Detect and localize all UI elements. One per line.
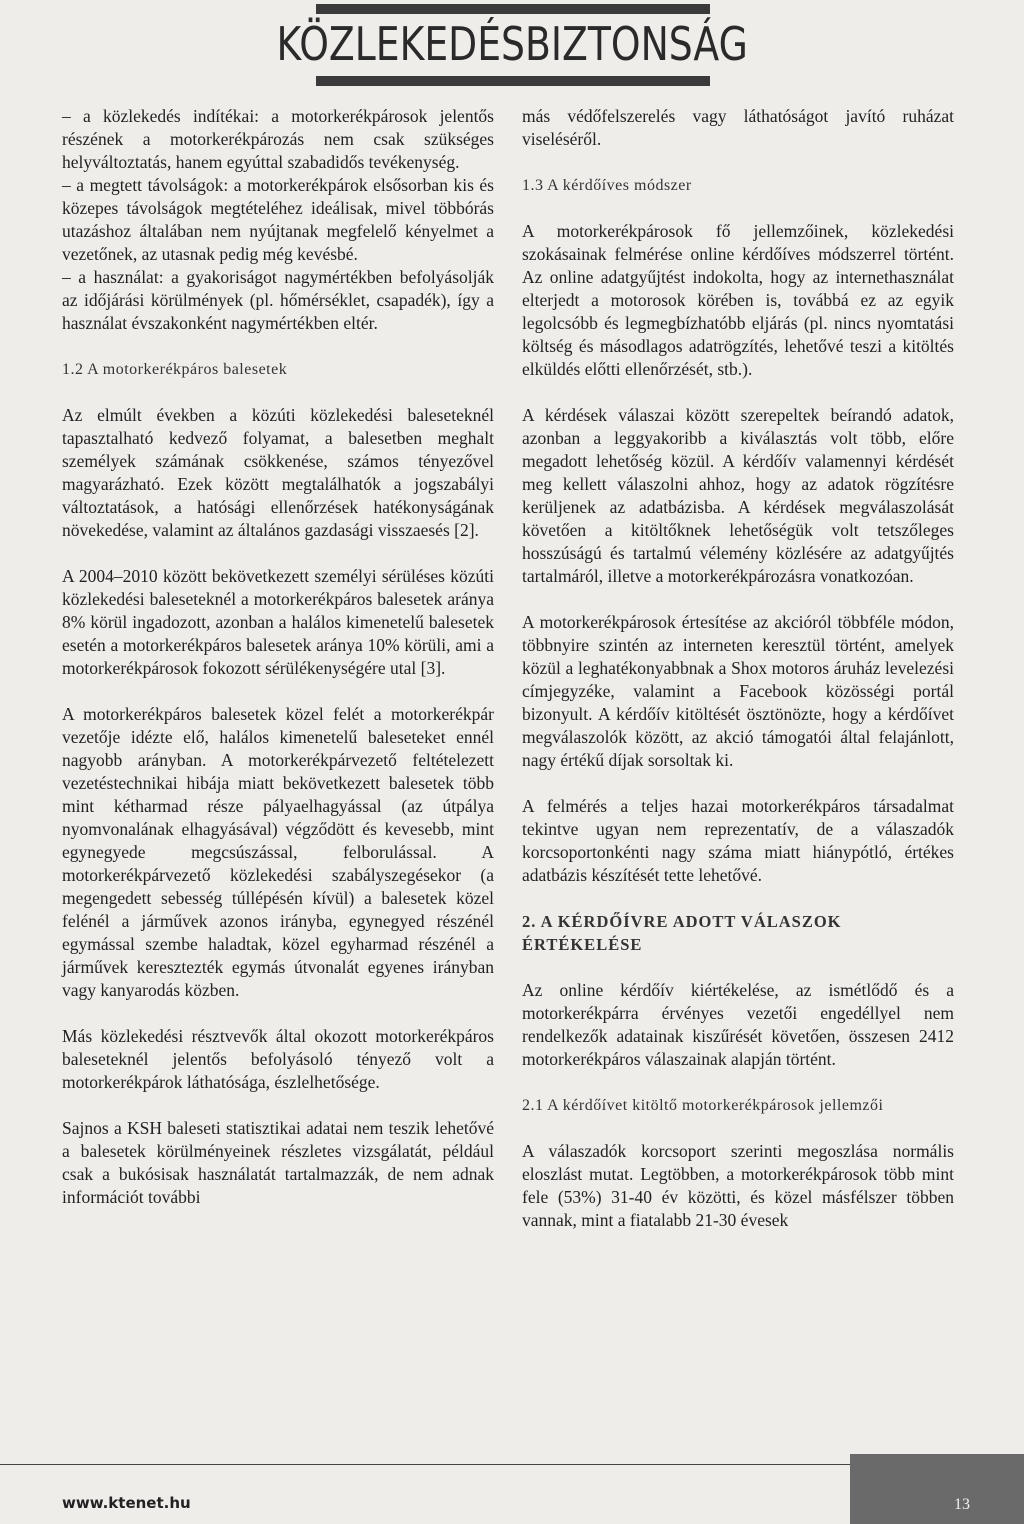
paragraph: Sajnos a KSH baleseti statisztikai adatai nem teszik lehetővé a balesetek körülményeinek részletes vizsgálatát, például csak a bukósisak használatát tartalmazzák, de nem adnak információt további [62,1118,494,1207]
section-heading-2: 2. A KÉRDŐÍVRE ADOTT VÁLASZOK ÉRTÉKELÉSE [522,912,842,954]
subheading-1-3: 1.3 A kérdőíves módszer [522,177,692,194]
page-header-title: KÖZLEKEDÉSBIZTONSÁG [276,17,748,71]
paragraph: más védőfelszerelés vagy láthatóságot javító ruházat viseléséről. [522,106,954,149]
footer-url: www.ktenet.hu [62,1494,191,1512]
paragraph: A kérdések válaszai között szerepeltek beírandó adatok, azonban a leggyakoribb a kiválasztás volt több, előre megadott lehetőség közül. A kérdőív valamennyi kérdését meg kellett válaszolni ahhoz, hogy az adatok rögzítésre kerüljenek az adatbázisba. A kérdések megválaszolását követően a kitöltőknek lehetőségük volt tetszőleges hosszúságú és tartalmú vélemény közlésére az adatgyűjtés tartalmáról, illetve a motorkerékpározásra vonatkozóan. [522,405,954,586]
bullet-item: – a megtett távolságok: a motorkerékpárok elsősorban kis és közepes távolságok megtételéhez ideálisak, mivel többórás utazáshoz általában nem nyújtanak megfelelő kényelmet a vezetőnek, az utasnak pedig még kevésbé. [62,175,494,264]
paragraph: A válaszadók korcsoport szerinti megoszlása normális eloszlást mutat. Legtöbben, a motorkerékpárosok több mint fele (53%) 31-40 év közötti, és közel másfélszer többen vannak, mint a fiatalabb 21-30 évesek [522,1141,954,1230]
paragraph: Az elmúlt években a közúti közlekedési baleseteknél tapasztalható kedvező folyamat, a balesetben meghalt személyek számának csökkenése, számos tényezővel magyarázható. Ezek között megtalálhatók a jogszabályi változtatások, a hatósági ellenőrzések hatékonyságának növekedése, valamint az általános gazdasági visszaesés [2]. [62,405,494,540]
header-rule-bottom [316,76,710,86]
subheading-2-1: 2.1 A kérdőívet kitöltő motorkerékpárosok jellemzői [522,1097,884,1114]
paragraph: A motorkerékpáros balesetek közel felét a motorkerékpár vezetője idézte elő, halálos kimenetelű baleseteket ennél nagyobb arányban. A motorkerékpárvezető feltételezett vezetéstechnikai hibája miatt bekövetkezett balesetek több mint kétharmad része pályaelhagyással (az útpálya nyomvonalának elhagyásával) végződött és kevesebb, mint egynegyede megcsúszással, felborulással. A motorkerékpárvezető közlekedési szabályszegésekor (a megengedett sebesség túllépésén kívül) a balesetek közel felénél a járművek azonos irányba, egynegyed részénél egymással szembe haladtak, közel egyharmad részénél a járművek keresztezték egymás útvonalát egyenes irányban vagy kanyarodás közben. [62,704,494,1000]
page-number-box [850,1454,1024,1524]
header-rule-top [316,4,710,14]
paragraph: Más közlekedési résztvevők által okozott motorkerékpáros baleseteknél jelentős befolyásoló tényező volt a motorkerékpárok láthatósága, észlelhetősége. [62,1026,494,1092]
right-column [522,105,954,1232]
footer-rule [0,1464,850,1465]
paragraph: Az online kérdőív kiértékelése, az ismétlődő és a motorkerékpárra érvényes vezetői engedéllyel nem rendelkezők adatainak kiszűrését követően, összesen 2412 motorkerékpáros válaszainak alapján történt. [522,980,954,1069]
paragraph: A motorkerékpárosok értesítése az akcióról többféle módon, többnyire szintén az interneten keresztül történt, amelyek közül a leghatékonyabbnak a Shox motoros áruház levelezési címjegyzéke, valamint a Facebook közösségi portál bizonyult. A kérdőív kitöltését ösztönözte, hogy a kérdőívet megválaszolók között, az akció támogatói által felajánlott, nagy értékű díjak sorsoltak ki. [522,612,954,770]
bullet-item: – a használat: a gyakoriságot nagymértékben befolyásolják az időjárási körülmények (pl. hőmérséklet, csapadék), így a használat évszakonként nagymértékben eltér. [62,267,494,333]
page-number: 13 [954,1496,970,1513]
bullet-item: – a közlekedés indítékai: a motorkerékpárosok jelentős részének a motorkerékpározás nem csak szükséges helyváltoztatás, hanem egyúttal szabadidős tevékenység. [62,106,494,172]
left-column [62,105,494,1209]
paragraph: A felmérés a teljes hazai motorkerékpáros társadalmat tekintve ugyan nem reprezentatív, de a válaszadók korcsoportonkénti nagy száma miatt hiánypótló, értékes adatbázis készítését tette lehetővé. [522,796,954,885]
paragraph: A motorkerékpárosok fő jellemzőinek, közlekedési szokásainak felmérése online kérdőíves módszerrel történt. Az online adatgyűjtést indokolta, hogy az internethasználat elterjedt a motorosok körében is, továbbá ez az egyik legolcsóbb és legmegbízhatóbb eljárás (pl. nincs nyomtatási költség és másodlagos adatrögzítés, lehetővé teszi a kitöltés elküldés előtti ellenőrzését, stb.). [522,221,954,379]
subheading-1-2: 1.2 A motorkerékpáros balesetek [62,361,288,378]
paragraph: A 2004–2010 között bekövetkezett személyi sérüléses közúti közlekedési baleseteknél a motorkerékpáros balesetek aránya 8% körül ingadozott, azonban a halálos kimenetelű balesetek esetén a motorkerékpáros balesetek aránya 10% körüli, ami a motorkerékpárosok fokozott sérülékenységére utal [3]. [62,566,494,678]
